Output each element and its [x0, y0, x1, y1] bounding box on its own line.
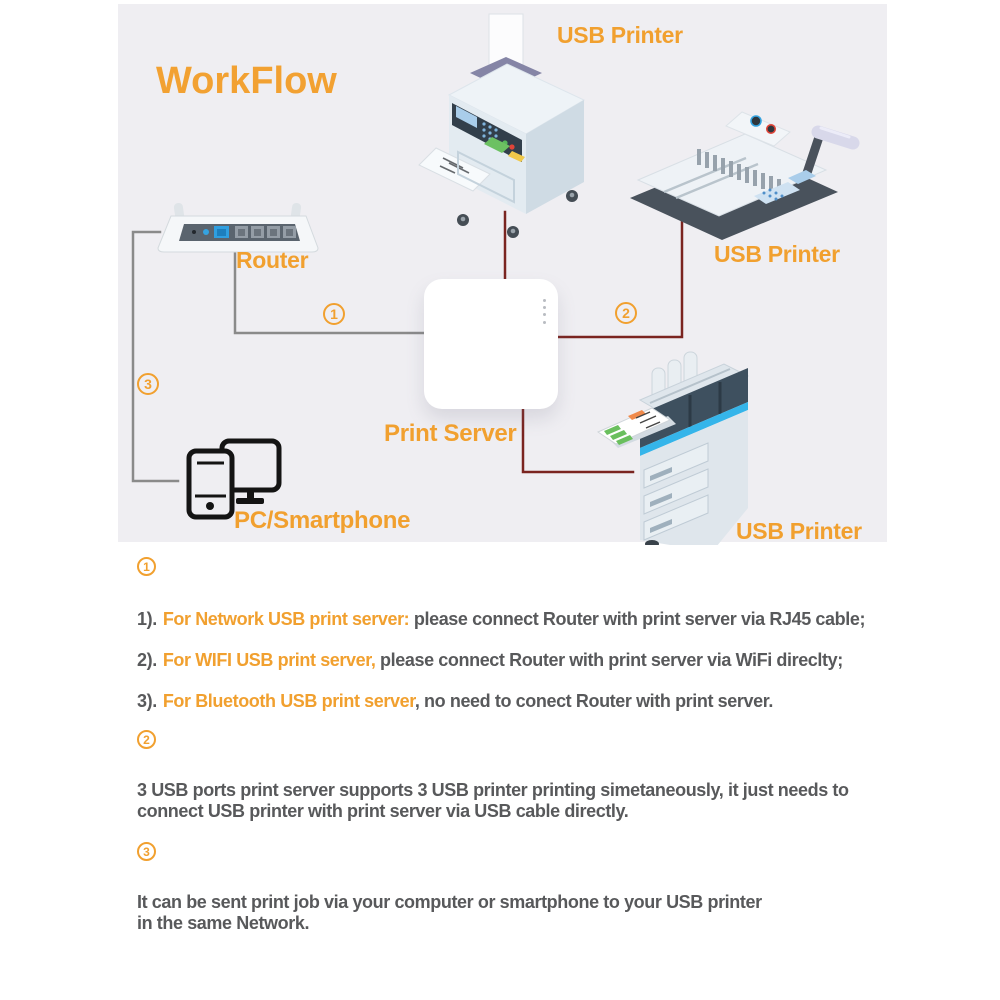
note-badge-3: 3 [137, 842, 156, 861]
note-paragraph-3-line1: It can be sent print job via your computer or smartphone to your USB printer [137, 892, 762, 912]
print-server-led [543, 299, 546, 302]
page-title: WorkFlow [156, 60, 337, 102]
usb-printer-bottom-icon [598, 352, 748, 545]
note-paragraph-2-line2: connect USB printer with print server via USB cable directly. [137, 801, 629, 821]
note-badge-2: 2 [137, 730, 156, 749]
label-router: Router [236, 247, 309, 273]
note-item-2-highlight: For WIFI USB print server, [162, 650, 376, 670]
print-server-led [543, 321, 546, 324]
note-paragraph-2-line1: 3 USB ports print server supports 3 USB printer printing simetaneously, it just needs to [137, 780, 849, 800]
note-item-2-number: 2). [137, 650, 157, 670]
note-item-1 [137, 609, 865, 630]
label-pc-smartphone: PC/Smartphone [234, 507, 411, 534]
print-server-led [543, 306, 546, 309]
note-item-1-highlight: For Network USB print server: [162, 609, 410, 629]
cable-router-to-pc [133, 232, 178, 481]
note-item-2 [137, 650, 843, 671]
diagram-badge-2: 2 [615, 302, 637, 324]
label-usb-printer-right: USB Printer [714, 241, 840, 267]
label-usb-printer-top: USB Printer [557, 22, 683, 48]
diagram-badge-3: 3 [137, 373, 159, 395]
print-server-device [424, 279, 558, 409]
note-paragraph-2 [137, 780, 849, 822]
note-item-3 [137, 691, 773, 712]
label-print-server: Print Server [384, 420, 517, 447]
label-usb-printer-bottom: USB Printer [736, 518, 862, 544]
pc-smartphone-icon [189, 441, 279, 517]
note-paragraph-3-line2: in the same Network. [137, 913, 310, 933]
print-server-led [543, 313, 546, 316]
note-badge-1: 1 [137, 557, 156, 576]
diagram-badge-1: 1 [323, 303, 345, 325]
note-item-3-text: , no need to conect Router with print server. [414, 691, 773, 711]
router-icon [158, 202, 318, 252]
note-item-1-text: please connect Router with print server via RJ45 cable; [409, 609, 866, 629]
note-item-1-number: 1). [137, 609, 157, 629]
usb-printer-right-icon [630, 112, 853, 240]
note-item-3-number: 3). [137, 691, 157, 711]
note-paragraph-3 [137, 892, 762, 934]
note-item-3-highlight: For Bluetooth USB print server [162, 691, 415, 711]
note-item-2-text: please connect Router with print server via WiFi direclty; [375, 650, 843, 670]
